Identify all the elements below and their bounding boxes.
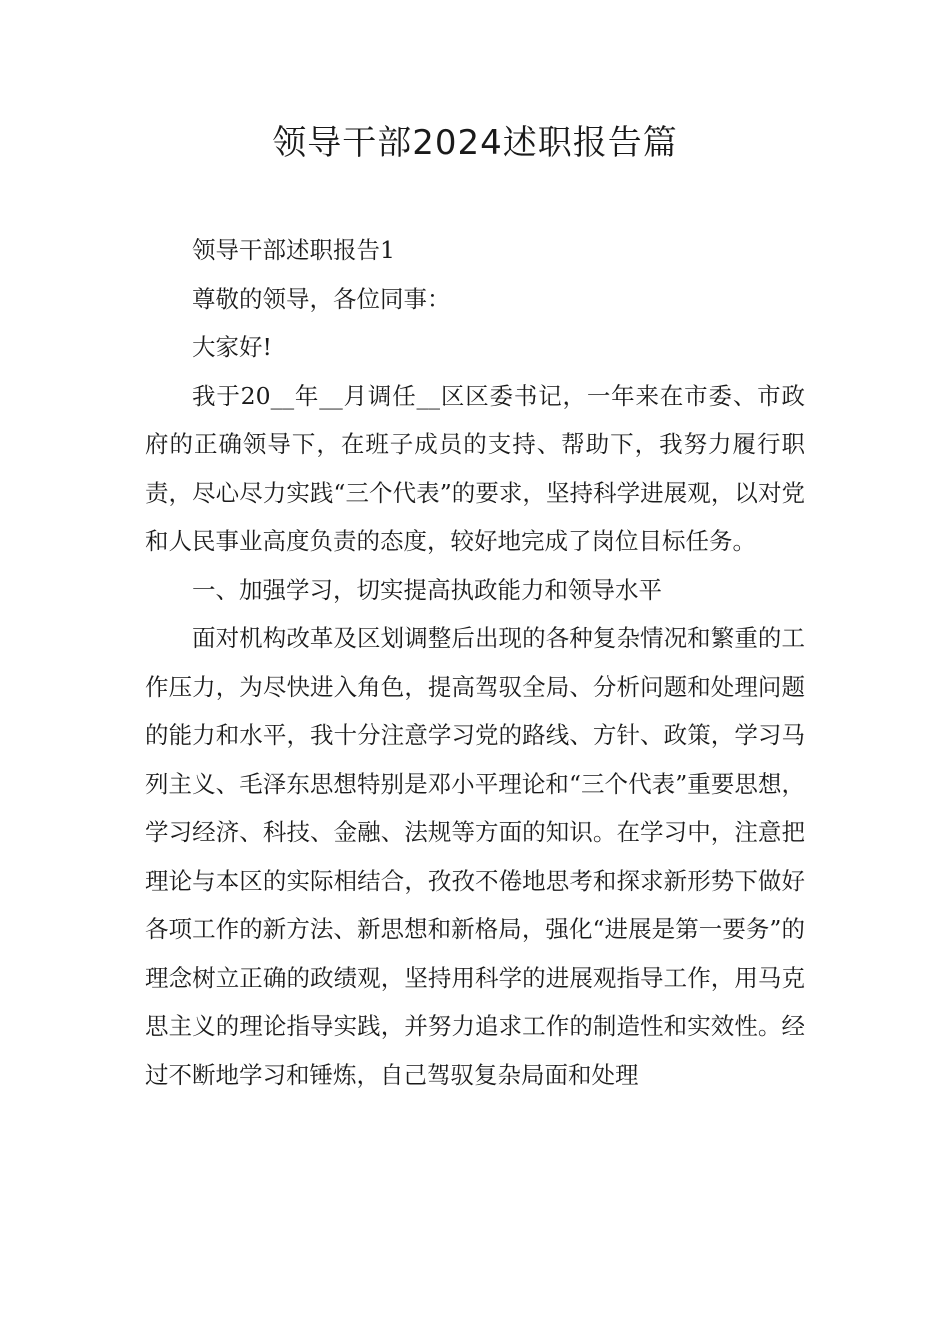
greeting: 大家好!: [192, 333, 272, 361]
document-title: 领导干部2024述职报告篇: [272, 123, 678, 163]
salutation: 尊敬的领导，各位同事：: [192, 284, 451, 313]
section-1-paragraph: 面对机构改革及区划调整后出现的各种复杂情况和繁重的工作压力，为尽快进入角色，提高驾驭全局、分析问题和处理问题的能力和水平，我十分注意学习党的路线、方针、政策，学习马列主义、毛泽东思想特别是邓小平理论和“三个代表”重要思想，学习经济、科技、金融、法规等方面的知识。在学习中，注意把理论与本区的实际相结合，孜孜不倦地思考和探求新形势下做好各项工作的新方法、新思想和新格局，强化“进展是第一要务”的理念树立正确的政绩观，坚持用科学的进展观指导工作，用马克思主义的理论指导实践，并努力追求工作的制造性和实效性。经过不断地学习和锤炼，自己驾驭复杂局面和处理: [145, 624, 805, 1089]
section-heading-1: 一、加强学习，切实提高执政能力和领导水平: [192, 575, 662, 604]
document-body: [145, 226, 805, 1099]
intro-paragraph: 我于20__年__月调任__区区委书记，一年来在市委、市政府的正确领导下，在班子成员的支持、帮助下，我努力履行职责，尽心尽力实践“三个代表”的要求，坚持科学进展观，以对党和人民事业高度负责的态度，较好地完成了岗位目标任务。: [145, 381, 805, 555]
report-heading: 领导干部述职报告1: [192, 236, 395, 264]
